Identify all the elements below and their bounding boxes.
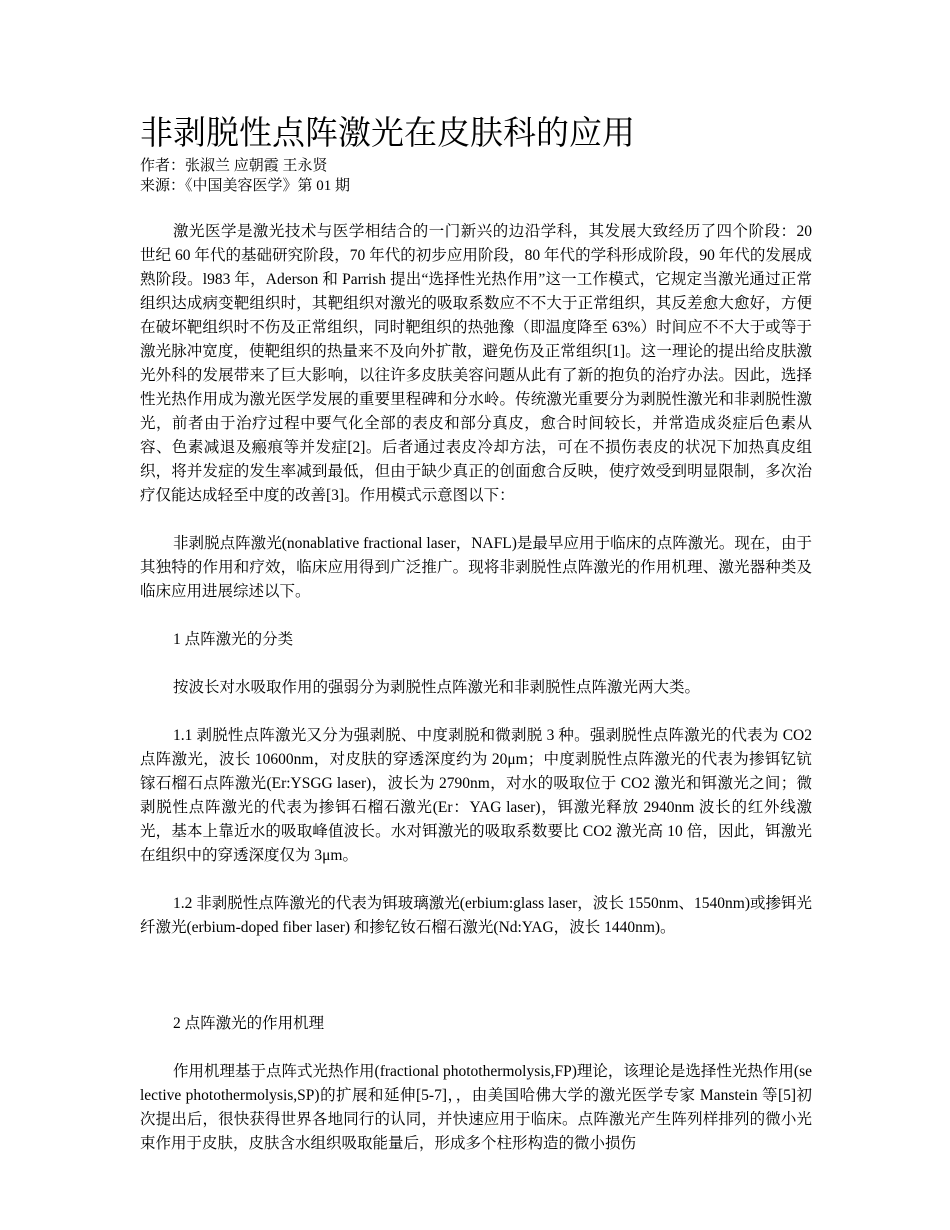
article-title: 非剥脱性点阵激光在皮肤科的应用 bbox=[140, 116, 635, 152]
section-heading-1: 1 点阵激光的分类 bbox=[173, 631, 294, 648]
section-heading-2: 2 点阵激光的作用机理 bbox=[173, 1015, 325, 1032]
paragraph-classification: 按波长对水吸取作用的强弱分为剥脱性点阵激光和非剥脱性点阵激光两大类。 bbox=[173, 679, 701, 696]
paragraph-1-1: 1.1 剥脱性点阵激光又分为强剥脱、中度剥脱和微剥脱 3 种。强剥脱性点阵激光的代表为 CO2 点阵激光，波长 10600nm，对皮肤的穿透深度约为 20μm；中度剥脱性点阵激光的代表为掺铒钇钪镓石榴石点阵激光(Er:YSGG laser)，波长为 2790nm，对水的吸取位于 CO2 激光和铒激光之间；微剥脱性点阵激光的代表为掺铒石榴石激光(Er：YAG laser)，铒激光释放 2940nm 波长的红外线激光，基本上靠近水的吸取峰值波长。水对铒激光的吸取系数要比 CO2 激光高 10 倍，因此，铒激光在组织中的穿透深度仅为 3μm。 bbox=[140, 727, 812, 864]
paragraph-mechanism: 作用机理基于点阵式光热作用(fractional photothermolysis,FP)理论，该理论是选择性光热作用(selective photothermolysis,SP)的扩展和延伸[5-7]，，由美国哈佛大学的激光医学专家 Manstein 等[5]初次提出后，很快获得世界各地同行的认同，并快速应用于临床。点阵激光产生阵列样排列的微小光束作用于皮肤，皮肤含水组织吸取能量后，形成多个柱形构造的微小损伤 bbox=[140, 1063, 812, 1152]
paragraph-1-2: 1.2 非剥脱性点阵激光的代表为铒玻璃激光(erbium:glass laser，波长 1550nm、1540nm)或掺铒光纤激光(erbium-doped fiber laser) 和掺钇钕石榴石激光(Nd:YAG，波长 1440nm)。 bbox=[140, 895, 812, 936]
paragraph-nafl: 非剥脱点阵激光(nonablative fractional laser，NAFL)是最早应用于临床的点阵激光。现在，由于其独特的作用和疗效，临床应用得到广泛推广。现将非剥脱性点阵激光的作用机理、激光器种类及临床应用进展综述以下。 bbox=[140, 535, 812, 600]
paragraph-intro: 激光医学是激光技术与医学相结合的一门新兴的边沿学科，其发展大致经历了四个阶段：20 世纪 60 年代的基础研究阶段，70 年代的初步应用阶段，80 年代的学科形成阶段，90 年代的发展成熟阶段。l983 年，Aderson 和 Parrish 提出“选择性光热作用”这一工作模式，它规定当激光通过正常组织达成病变靶组织时，其靶组织对激光的吸取系数应不不大于正常组织，其反差愈大愈好，方便在破坏靶组织时不伤及正常组织，同时靶组织的热弛豫（即温度降至 63%）时间应不不大于或等于激光脉冲宽度，使靶组织的热量来不及向外扩散，避免伤及正常组织[1]。这一理论的提出给皮肤激光外科的发展带来了巨大影响，以往许多皮肤美容问题从此有了新的抱负的治疗办法。因此，选择性光热作用成为激光医学发展的重要里程碑和分水岭。传统激光重要分为剥脱性激光和非剥脱性激光，前者由于治疗过程中要气化全部的表皮和部分真皮，愈合时间较长，并常造成炎症后色素从容、色素减退及瘢痕等并发症[2]。后者通过表皮冷却方法，可在不损伤表皮的状况下加热真皮组织，将并发症的发生率减到最低，但由于缺少真正的创面愈合反映，使疗效受到明显限制，多次治疗仅能达成轻至中度的改善[3]。作用模式示意图以下： bbox=[140, 223, 812, 504]
article-authors: 作者：张淑兰 应朝霞 王永贤 bbox=[140, 158, 328, 174]
article-source: 来源：《中国美容医学》第 01 期 bbox=[140, 178, 351, 194]
document-page bbox=[140, 112, 812, 1156]
